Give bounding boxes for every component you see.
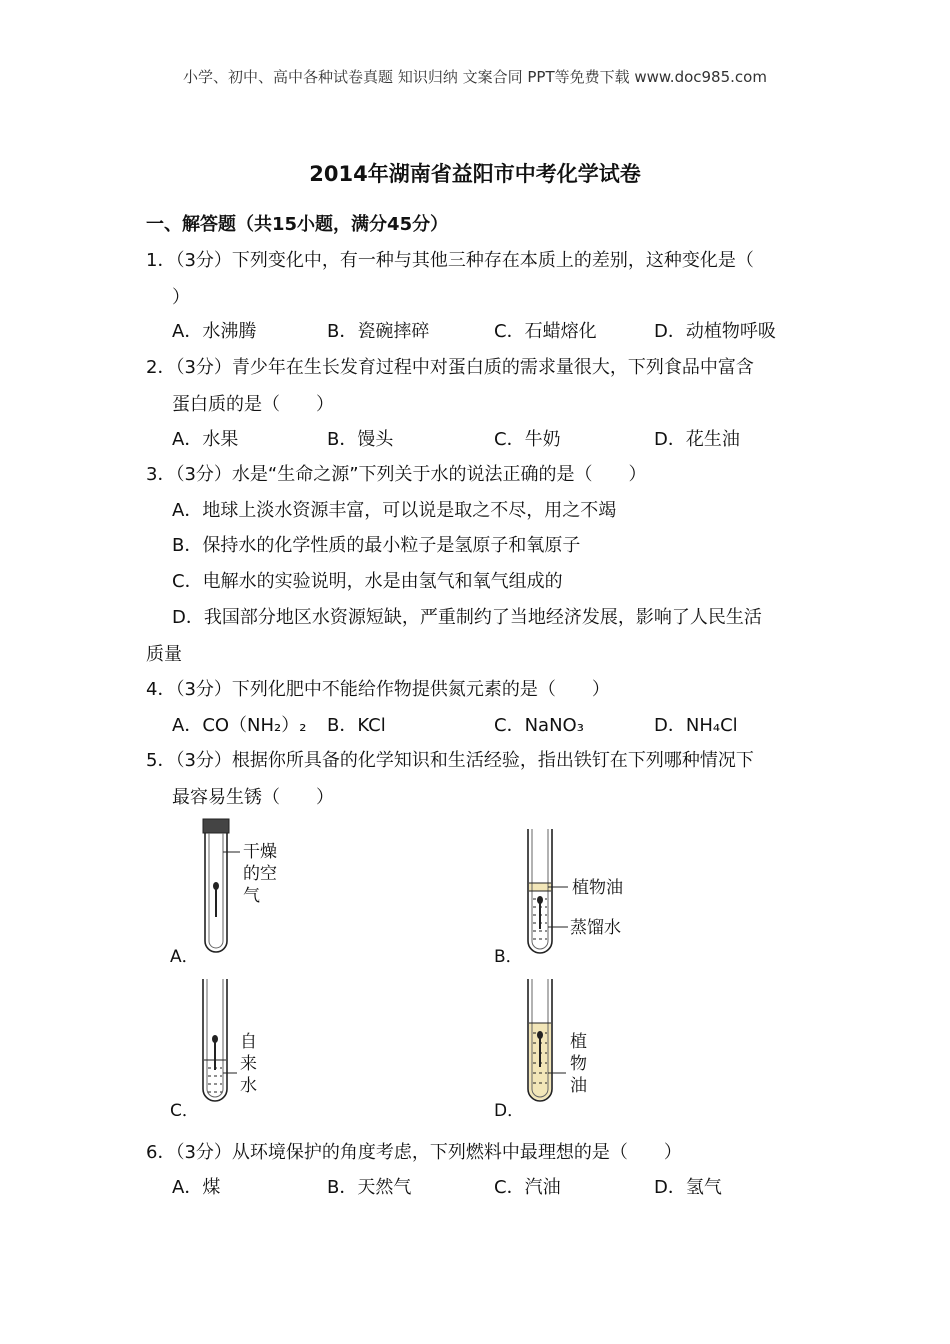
q6-option-a: A．煤 [172,1177,221,1198]
q2-option-c: C．牛奶 [494,429,561,450]
figure-b-label-1: 植物油 [572,878,623,898]
figure-c-label-1: 自 [240,1032,257,1052]
q6-option-c: C．汽油 [494,1177,561,1198]
figure-d-letter: D． [494,1101,525,1121]
q3-option-d-cont: 质量 [146,644,182,665]
q1-option-d: D．动植物呼吸 [654,321,776,342]
question-6-text: 6．（3分）从环境保护的角度考虑，下列燃料中最理想的是（ ） [146,1142,682,1163]
question-5-text-cont: 最容易生锈（ ） [172,787,334,808]
q6-option-d: D．氢气 [654,1177,722,1198]
q3-option-d: D．我国部分地区水资源短缺，严重制约了当地经济发展，影响了人民生活 [172,607,762,628]
figure-d-test-tube [520,975,620,1110]
q4-option-b: B．KCl [327,715,386,736]
figure-a-letter: A． [170,947,199,967]
q2-option-d: D．花生油 [654,429,740,450]
q1-option-c: C．石蜡熔化 [494,321,597,342]
q2-option-a: A．水果 [172,429,239,450]
question-2-text: 2．（3分）青少年在生长发育过程中对蛋白质的需求量很大，下列食品中富含 [146,357,754,378]
q3-option-b: B．保持水的化学性质的最小粒子是氢原子和氧原子 [172,535,581,556]
q3-option-c: C．电解水的实验说明，水是由氢气和氧气组成的 [172,571,563,592]
q3-option-a: A．地球上淡水资源丰富，可以说是取之不尽，用之不竭 [172,500,617,521]
figure-a-label-3: 气 [243,886,260,906]
figure-d-label-1: 植 [570,1032,587,1052]
question-1-text-cont: ） [172,287,190,308]
question-5-text: 5．（3分）根据你所具备的化学知识和生活经验，指出铁钉在下列哪种情况下 [146,750,754,771]
figure-a-label-1: 干燥 [243,842,277,862]
q4-option-c: C．NaNO₃ [494,715,584,736]
figure-b-letter: B． [494,947,523,967]
figure-a-test-tube [195,815,295,960]
figure-c-label-2: 来 [240,1054,257,1074]
page-header: 小学、初中、高中各种试卷真题 知识归纳 文案合同 PPT等免费下载 www.doc985.com [183,68,767,86]
figure-c-test-tube [195,975,295,1110]
figure-c-label-3: 水 [240,1076,257,1096]
q4-option-d: D．NH₄Cl [654,715,738,736]
question-4-text: 4．（3分）下列化肥中不能给作物提供氮元素的是（ ） [146,679,610,700]
question-2-text-cont: 蛋白质的是（ ） [172,394,334,415]
question-1-text: 1．（3分）下列变化中，有一种与其他三种存在本质上的差别，这种变化是（ [146,250,754,271]
figure-b-label-2: 蒸馏水 [570,918,621,938]
question-3-text: 3．（3分）水是“生命之源”下列关于水的说法正确的是（ ） [146,464,647,485]
q1-option-b: B．瓷碗摔碎 [327,321,430,342]
page-title: 2014年湖南省益阳市中考化学试卷 [309,162,641,186]
figure-d-label-2: 物 [570,1054,587,1074]
figure-c-letter: C． [170,1101,199,1121]
figure-d-label-3: 油 [570,1076,587,1096]
q1-option-a: A．水沸腾 [172,321,257,342]
figure-b-test-tube [520,825,640,960]
q4-option-a: A．CO（NH₂）₂ [172,715,307,736]
section-heading: 一、解答题（共15小题，满分45分） [146,214,449,235]
q6-option-b: B．天然气 [327,1177,412,1198]
q2-option-b: B．馒头 [327,429,394,450]
figure-a-label-2: 的空 [243,864,277,884]
